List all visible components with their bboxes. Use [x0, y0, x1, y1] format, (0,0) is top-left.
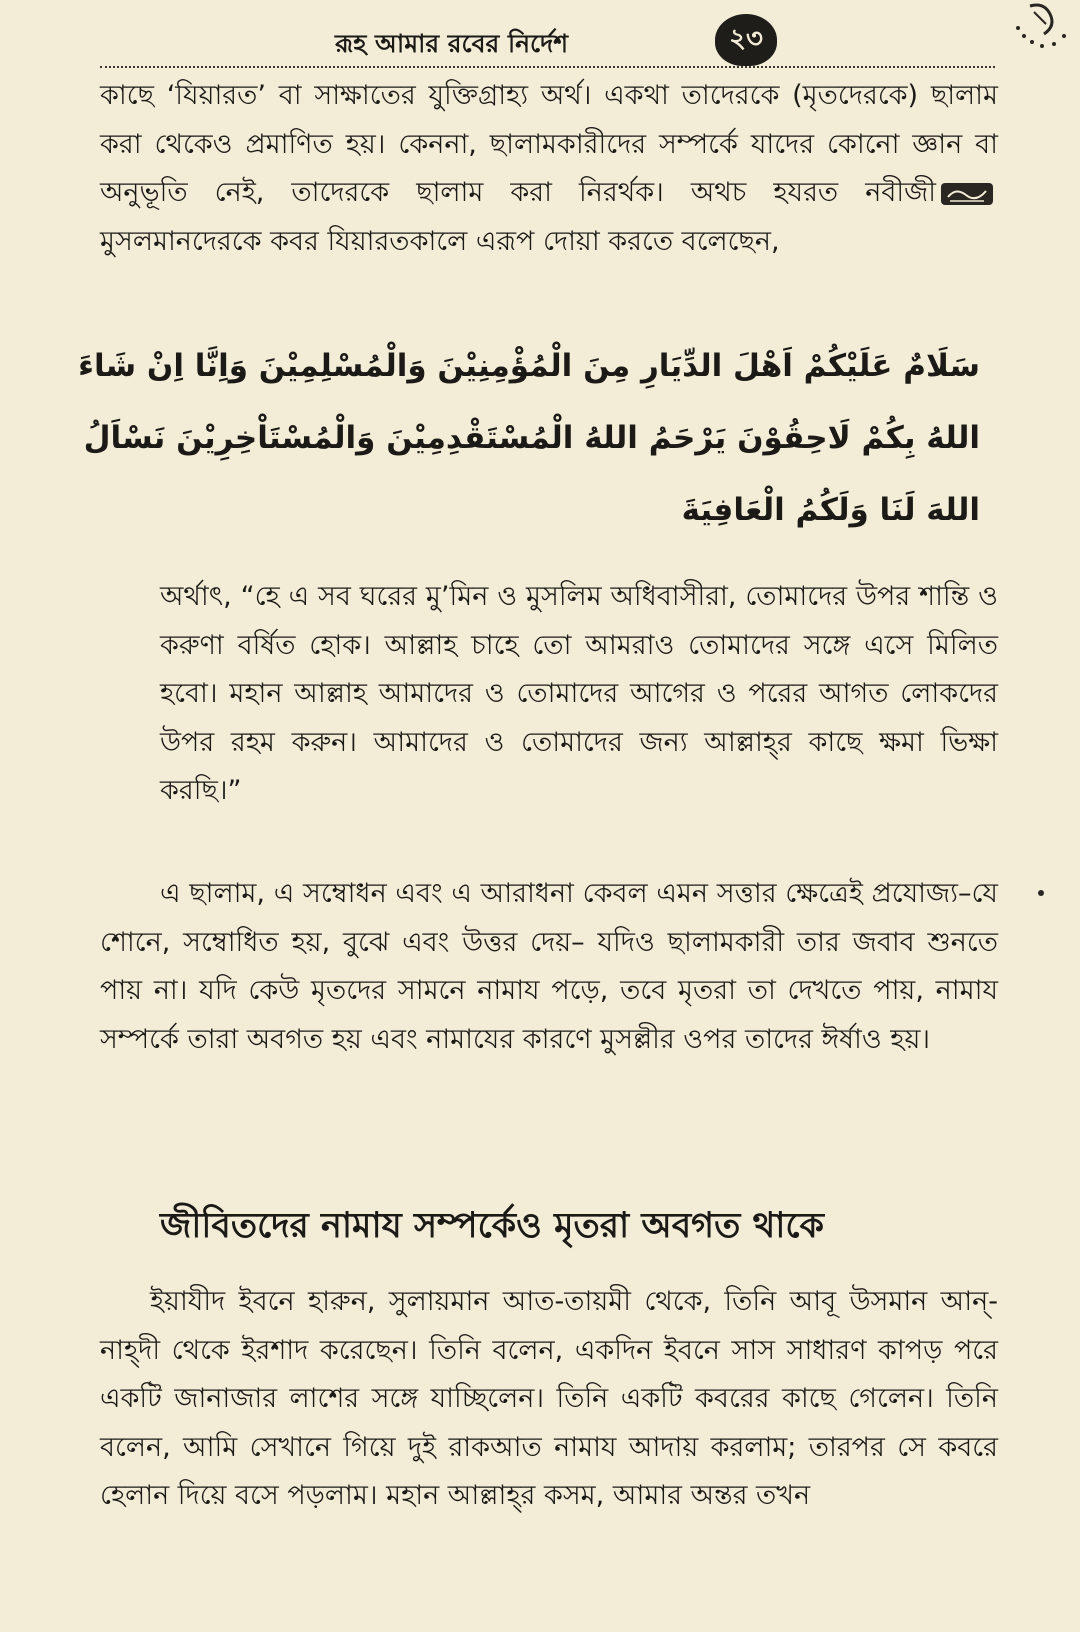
salawat-glyph-icon — [940, 179, 994, 209]
header-divider — [100, 66, 995, 68]
paragraph-1-text: কাছে ‘যিয়ারত’ বা সাক্ষাতের যুক্তিগ্রাহ্য অর্থ। একথা তাদেরকে (মৃতদেরকে) ছালাম করা থেকেও প্রমাণিত হয়। কেননা, ছালামকারীদের সম্পর্কে যাদের কোনো জ্ঞান বা অনুভূতি নেই, তাদেরকে ছালাম করা নিরর্থক। অথচ হযরত নবীজী — [100, 80, 998, 208]
arabic-dua — [78, 330, 980, 546]
paragraph-1-text-end: মুসলমানদেরকে কবর যিয়ারতকালে এরূপ দোয়া করতে বলেছেন, — [100, 225, 780, 257]
page-number-badge: ২৩ — [715, 14, 777, 66]
running-header — [100, 14, 1000, 58]
paragraph-4: ইয়াযীদ ইবনে হারুন, সুলায়মান আত-তায়মী থেকে, তিনি আবূ উসমান আন্-নাহ্‌দী থেকে ইরশাদ করেছেন। তিনি বলেন, একদিন ইবনে সাস সাধারণ কাপড় পরে একটি জানাজার লাশের সঙ্গে যাচ্ছিলেন। তিনি একটি কবরের কাছে গেলেন। তিনি বলেন, আমি সেখানে গিয়ে দুই রাকআত নামায আদায় করলাম; তারপর সে কবরে হেলান দিয়ে বসে পড়লাম। মহান আল্লাহ্‌র কসম, আমার অন্তর তখন — [100, 1286, 998, 1511]
margin-dot — [1038, 890, 1044, 896]
running-title: রূহ আমার রবের নির্দেশ — [335, 29, 569, 58]
section-heading: জীবিতদের নামায সম্পর্কেও মৃতরা অবগত থাকে — [160, 1206, 824, 1246]
paragraph-1 — [100, 72, 998, 266]
arabic-line-3: اللهَ لَنَا وَلَكُمُ الْعَافِيَةَ — [681, 492, 980, 528]
paragraph-3: এ ছালাম, এ সম্বোধন এবং এ আরাধনা কেবল এমন সত্তার ক্ষেত্রেই প্রযোজ্য–যে শোনে, সম্বোধিত হয়, বুঝে এবং উত্তর দেয়– যদিও ছালামকারী তার জবাব শুনতে পায় না। যদি কেউ মৃতদের সামনে নামায পড়ে, তবে মৃতরা তা দেখতে পায়, নামায সম্পর্কে তারা অবগত হয় এবং নামাযের কারণে মুসল্লীর ওপর তাদের ঈর্ষাও হয়। — [100, 878, 998, 1055]
corner-ornament-icon — [1010, 0, 1072, 52]
arabic-line-1: سَلَامٌ عَلَيْكُمْ اَهْلَ الدِّيَارِ مِنَ الْمُؤْمِنِيْنَ وَالْمُسْلِمِيْنَ وَاِنَّا اِنْ شَاءَ — [78, 348, 980, 384]
translation-paragraph: অর্থাৎ, “হে এ সব ঘরের মু’মিন ও মুসলিম অধিবাসীরা, তোমাদের উপর শান্তি ও করুণা বর্ষিত হোক। আল্লাহ চাহে তো আমরাও তোমাদের সঙ্গে এসে মিলিত হবো। মহান আল্লাহ আমাদের ও তোমাদের আগের ও পরের আগত লোকদের উপর রহম করুন। আমাদের ও তোমাদের জন্য আল্লাহ্‌র কাছে ক্ষমা ভিক্ষা করছি।” — [160, 581, 998, 806]
arabic-line-2: اللهُ بِكُمْ لَاحِقُوْنَ يَرْحَمُ اللهُ الْمُسْتَقْدِمِيْنَ وَالْمُسْتَاْخِرِيْنَ نَسْاَلُ — [83, 420, 980, 456]
